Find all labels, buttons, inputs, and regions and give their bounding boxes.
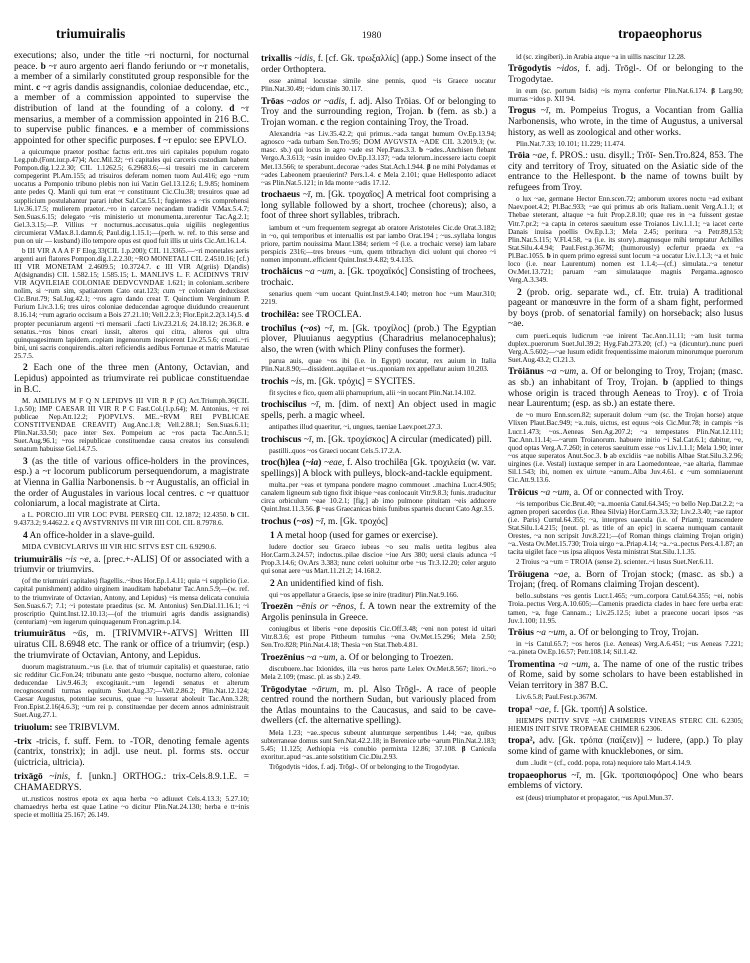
headword-entry: trochāicus ~a ~um, a. [Gk. τροχαϊκός] Consisting of trochees, trochaic. [261, 267, 496, 288]
citation-block: MIDA CVBICVLARIVS III VIR HIC SITVS EST CIL 6.9290.6. [22, 543, 217, 552]
citation-block: ut..rusticos nostros epota ex aqua herba ~o adiuuet Cels.4.13.3; 5.27.10; chamaedrys herba est quae Latine ~o dicitur Plin.Nat.24.130; herba e tt~inis specie et mollitia 25.167; 26.149. [14, 794, 249, 819]
citation-block: b III VIR A A A F F Elog.33(CIL 1.p.200); CIL 11.3365.—~ri monetales aeris argenti auri flatores Pompon.dig.1.2.2.30; ~RO MONETALI CIL 2.4510.16; [cf.) III VIR MONETAM 2.4609.5; 10.3724.7. c III VIR A(griis) D(andis) A(dsignandis) CIL 1.582.15; 1.585.15; L. MANLIVS L. F. ACIDINVS TRIV VIR AQVILEIAE COLONIAE DEDVCVNDAE 1.621; in coloniam..scribere nolim, si ~rum sim, spatiatorem Cato orat.123; cum ~r coloniam deduxisset Cic.Brut.79; Sal.Jug.42.1; ~ros agro dando creat T. Quinctium Vergininum P. Furium Liv.3.1.6; tres uiros coloniae deducendae agroque diuidundo creauerunt 8.16.14; ~rum agrario occisum a Bois 27.21.10; Vell.2.2.3; Flor.Epit.2.2(3.14).5. d propter pecuniarum argenti ~ri mensarii ..facti Liv.23.21.6; 24.18.12; 26.36.8. e senatus..~ros binos creari iussit, alteros qui citra, alteros qui ultra quinquagesimum lapidem..copiam ingenuorum inspicerent Liv.25.5.6; creati..~ri bini, uni sacris conquirendis..alteri reficiendis aedibus Fortunae et matris Matutae 25.7.5. [14, 246, 250, 360]
headword-entry: tropaeophorus ~ī, m. [Gk. τροπαιοφόρος] One who bears emblems of victory. [508, 770, 744, 792]
headword-entry: tropa¹ ~ae, f. [Gk. τροπή] A solstice. [508, 704, 648, 715]
headword-entry: Trogus ~ī, m. Pompeius Trogus, a Vocantian from Gallia Narbonensis, who wrote, in the time of Augustus, a universal history, as well as zoological and other works. [508, 106, 743, 138]
citation-block: in eum (sc. portum Isidis) ~is myrra confertur Plin.Nat.6.174. β Larg.90; murras ~idos p. XII 94. [508, 86, 743, 103]
citation-block: bello..substans ~es gentis Lucr.1.465; ~um..corpora Catul.64.355; ~ei, nobis Troia..pectus Verg.A.10.605;—Camenis praedicta clades in haec fere uerba erat: tamen, ~a, fuge Cannam..; Liv.25.12.5; iubet a praecone uocari ipsos ~as Juv.1.100; 11.95. [508, 592, 743, 625]
column-container [10, 51, 744, 819]
headword-entry: trixallis ~idis, f. [cf. Gk. τρωξαλλίς] (app.) Some insect of the order Orthoptera. [261, 54, 497, 75]
headword-entry: Trōas ~ados or ~adis, f. adj. Also Trōias. Of or belonging to Troy and the surrounding region, Trojan. b (fem. as sb.) a Trojan woman. c the region containing Troy, the Troad. [261, 96, 496, 128]
citation-block: pastilli..quos ~os Graeci uocant Cels.5.17.2.A. [269, 446, 402, 455]
citation-block: antipathes illud quaeritur, ~i, ungues, taeniae Laev.poet.27.3. [269, 423, 443, 432]
sense-block: 2 An unidentified kind of fish. [270, 578, 384, 589]
headword-entry: triumuirālis ~is ~e, a. [prec.+-ALIS] Of or associated with a triumvir or triumvirs. [14, 554, 249, 576]
citation-block: in ~is Catul.65.7; ~os heros (i.e. Aeneas) Verg.A.6.451; ~us Aeneas 7.221; ~a..pineta Ov.Ep.16.57; Petr.108.14; Sil.1.42. [508, 640, 743, 657]
headword-entry: troc(h)lea (~ia) ~eae, f. Also trochilēa [Gk. τροχιλεία (w. var. spellings)] A block with pulleys, block-and-tackle equipment. [261, 458, 497, 479]
headword-entry: Troezēnius ~a ~um, a. Of or belonging to Troezen. [261, 652, 454, 663]
citation-block: Trōgodytis ~idos, f. adj. Trōgl-. Of or belonging to the Trogodytae. [269, 762, 460, 771]
citation-block: iambum et ~um frequentem segregat ab oratore Aristoteles Cic.de Orat.3.182; in ~o, qui temporibus et interuallis est par iambo Orat.194 ; ~us..syllaba longus priore, partim nouissima Maur.1384; seriem ~ī (i.e. a trochaic verse) iam labare perspicis 2316;—tres breues ~um, quem tribrachyn dici uolunt qui choreo ~i nomen imponunt..efficient Quint.Inst.9.4.82; 9.4.135. [261, 223, 496, 264]
headword-entry: trochus (~os) ~ī, m. [Gk. τροχός] [261, 516, 388, 527]
citation-block: id (sc. zingiberi)..in Arabia atque ~a in uillis nascitur 12.28. [516, 52, 686, 61]
citation-block: senarius quem ~um uocant Quint.Inst.9.4.140; metron hoc ~um Maur.310; 2219. [261, 290, 496, 307]
citation-block: ludere doctior seu Graeco iubeas ~o seu malis uetita legibus alea Hor.Carm.3.24.57; indoctus..pilae discioe ~iue Ars 380; uersi clauis adunca ~ī Prop.3.14.6; Ov.Ars 3.383; nunc celeri uoluitur orbe ~us Tr.3.12.20; celer arguto qui sonat aere ~us Mart.11.21.2; 14.168.2. [261, 543, 496, 576]
citation-block: dum ..ludit ~ (cf., codd. popa, rota) nequiore talo Mart.4.14.9. [516, 759, 692, 768]
headword-entry: triumuirātus ~ūs, m. [TRIVMVIR+-ATVS] Written III uiratus CIL 8.6948 etc. The rank or office of a triumvir; (esp.) the triumvirate of Octavian, Antony, and Lepidus. [14, 629, 249, 661]
sense-block: 2 (prob. orig. separate wd., cf. Etr. truia) A traditional pageant or manœuvre in the form of a sham fight, performed by boys (prob. of senatorial family) on horseback; also lusus ~ae. [508, 287, 743, 330]
headword-entry: triuolum: see TRIBVLVM. [14, 722, 120, 733]
page-number: 1980 [361, 31, 382, 41]
running-head-right: tropaeophorus [618, 26, 702, 41]
sense-block: 4 An office-holder in a slave-guild. [23, 530, 155, 541]
citation-block: est (deus) triumphator et propagator, ~us Apul.Mun.37. [516, 793, 674, 802]
citation-block: qui ~os appellatur a Graecis, ipse se inire (traditur) Plin.Nat.9.166. [269, 590, 459, 599]
citation-block: (of the triumuiri capitales) flagellis..~ibus Hor.Ep.1.4.11; quia ~i supplicio (i.e. capital punishment) addito uirginem inauditam habebatur Tac.Ann.5.9;—(w. ref. to the triumvirate of Octavian, Antony, and Lepidus) ~is mensa delicata conuiuia Sen.Suas.6.7; 7.1; ~i potestate praeditus (sc. M. Antonius) Sen.Dial.11.16.1; ~i proscriptio Quint.Inst.12.10.13;—(of the triumuiri agris dandis assignandis) (centuriam) ~em iugerum quinquagenum Fron.agrim.p.14. [14, 577, 249, 626]
running-head-left: triumuiralis [56, 26, 126, 41]
running-head [10, 26, 740, 42]
citation-block: discubuere..hac Ixionides, illa ~us heros parte Lelex Ov.Met.8.567; litori..~o Mela 2.109; (masc. pl. as sb.) 2.49. [261, 665, 496, 682]
citation-block: Mela 1.23; ~ae..specus subeunt alunturque serpentibus 1.44; ~ae, quibus subterraneae domus sunt Sen.Nat.42.2.18; in Berenice urbe ~arum Plin.Nat.2.183; 5.45; 11.125; Aethiopia ~is conubio permixta 12.86; 37.108. β Canicula exoritur..apud ~as..ante solstitium Cic.Diu.2.93. [261, 728, 496, 761]
headword-entry: trixāgō ~inis, f. [unkn.] ORTHOG.: trix-Cels.8.9.1.E. = CHAMAEDRYS. [14, 771, 249, 793]
headword-entry: trochīlus (~os) ~ī, m. [Gk. τροχίλος] (prob.) The Egyptian plover, Pluuianus aegyptius (Charadrius melanocephalus); also, the wren (with which Pliny confuses the former). [261, 323, 497, 355]
headword-entry: -trix -tricis, f. suff. Fem. to -TOR, denoting female agents (cantrix, tonstrix); in adjl. use neut. pl. forms sts. occur (uictricia, ultricia). [14, 736, 249, 768]
citation-block: multa..per ~eas et tympana pondere magno commouet ..machina Lucr.4.905; canalem ligneum sub tigno fixit ibique ~eas conlocauit Vitr.9.8.3; funis..traducitur circa orbiculum ~eae 10.2.1; [fig.] ab imo pulmone pituitam ~eis adducere Quint.Inst.11.3.56. β ~eas Graecanicas binis funibus sparteis ducunt Cato Agr.3.5. [261, 481, 496, 514]
citation-block: coniugibus et liberis ~ene depositis Cic.Off.3.48; ~eni non potest id uitari Vitr.8.3.6; est prope Pittheum tumulus ~ena Ov.Met.15.296; Mela 2.50; Sen.Tro.828; Plin.Nat.4.18; Thesia ~en Stat.Theb.4.81. [261, 625, 496, 650]
headword-entry: trochilēa: see TROCLEA. [261, 309, 362, 320]
sense-block: 3 (as the title of various office-holders in the provinces, esp.) a ~r locorum publicorum persequendorum, a magistrate at Vienna in Gallia Narbonensis. b ~r Augustalis, an official in the order of Augustales in various local centres. c ~r quattuor coloniarum, a local magistrate at Cirta. [14, 456, 249, 510]
citation-block: de ~o muro Enn.scen.82; superauit dolum ~um (sc. the Trojan horse) atque Vlixen Plaut.Bac.949; ~a..tuis, uictus, est equus ~ois Cic.Mur.78; in campis ~is Lucr.1.473; ~os..Aeneas Sen.Ag.207.2; ~a tempestates Plin.Nat.12.111; Tac.Ann.11.14;—~arum Troianorum. habuere initio ~i Sal.Cat.6.1; dabitur, ~e, quod optas Verg.A.7.260; in ceteros saeuitum esse ~os Liv.1.1.1; Mela 1.90; inter ~os atque superatos Anut.Soc.3. b ab excidiis ~ae nobilis Albae Stat.Silu.3.2.96; uirgines (i.e. Vestal) iuxtaque semper in ara Laomedonteae, ~ae altaria, flammae Sil.1.543; ibi, nomen ex uirtute ~anum..Alba Juv.4.61. c ~um somniauerunt Cic.Att.9.13.6. [508, 411, 743, 485]
citation-block: fit sycites e fico, quem alii pharnuprium, alii ~in uocant Plin.Nat.14.102. [269, 388, 476, 397]
citation-block: parua auis, quae ~os ibi (i.e. in Egypt) uocatur, rex auium in Italia Plin.Nat.8.90;—dissident..aquilae et ~us..quoniam rex appellatur auium 10.203. [261, 357, 496, 374]
text-column-2 [261, 51, 496, 819]
sense-block: 2 Each one of the three men (Antony, Octavian, and Lepidus) appointed as triumvirate rei publicae constituendae in B.C. [14, 363, 249, 395]
headword-entry: trochaeus ~ī, m. [Gk. τροχαῖος] A metrical foot comprising a long syllable followed by a short, trochee (choreus); also, a foot of three short syllables, tribrach. [261, 190, 496, 222]
text-column-1 [14, 51, 249, 819]
text-column-3 [508, 51, 743, 819]
citation-block: Liv.6.5.8; Paul.Fest.p.367M. [516, 693, 598, 702]
headword-entry: Trōicus ~a ~um, a. Of or connected with Troy. [508, 487, 684, 498]
citation-block: 2 Troius ~a ~um = TROIA (sense 2). scienter..~i lusus Suet.Ner.6.11. [516, 558, 714, 567]
citation-block: a quicumque praetor posthac factus erit..tres uiri capitales populum rogato Leg.pub.(Font.iur.p.47)4; Acc.Mil.32; ~ri capitales qui carceris custodiam habent Pompon.dig.1.2.2.30; CIL 1.1262.5; 6.29683.6;—si tresuiri me in carcerem compegerint Pl.Am.155; ad trisuiros deferam nomen tuom Aul.416; ego ~rum uocatus a Pomponio tribuno plebis non iui Var.in Gel.13.12.6; L.9.85; hominem ante pedes Q. Manli qui tum erat ~r constituunt Cic.Clu.38; tresuiros quae ad supplicium postulabantur parari iubet Sal.Cat.55.1; fugientes a ~ris comprehensi Liv.36.17.5; mulierem praetor..~ro in carcere necandam tradidit V.Max.5.4.7; Sen.Suas.6.15; delegato ~ris ministerio ut monumenta..urerentur Tac.Ag.2.1; Gel.3.3.15;—P. Villius ~r nocturnus..accusatus..quia uigiliis neglegentius circumierat V.Max.8.1.damn.6; Paul.dig.1.15.1;—(perh. w. ref. to this sense and pun on uir — kusband) illo tempore opus est quod fuit illis ut uiris Cic.Att.16.1.4. [14, 147, 249, 245]
citation-block: Alexandria ~as Liv.35.42.2; qui primus..~ada tangat humum Ov.Ep.13.94; agnosco ~ada turbam Sen.Tro.95; DOM AVGVSTA ~ADE CIL 3.2019.3; (w. masc. sb.) qui locus in agro ~ade est Nep.Paus.3.3. b ~ades..Anchisen flebant Vergo.A.3.613; ~asin inuideo Ov.Ep.13.137; ~ada telorum..incessere iactu coepit Met.13.566; te sperabunt..decorae ~ades Stat.Ach.1.944. β ne mihi Polydamas et ~ades Labeonem praeuierint? Pers.1.4. c Mela 2.101; quae Hellesponto adiacet ~as Plin.Nat.5.121; in Ida monte ~adis 17.12. [261, 130, 497, 187]
definition-block: executions; also, under the title ~ri nocturni, for nocturnal peace. b ~r auro argento aeri flando feriundo or ~r monetalis, a member of a similarly constituted group responsible for the mint. c ~r agris dandis assignandis, coloniae deducendae, etc., a member of a commission appointed to supervise the distribution of land at the founding of a colony. d ~r mensarius, a member of a commission appointed in 216 B.C. to supervise public finances. e a member of commissions appointed for other specific purposes. f ~r epulo: see EPVLO. [14, 51, 249, 146]
citation-block: duorum magistratuum..~us (i.e. that of triumuir capitalis) et quaesturae, ratio sic redditur Cic.Fon.24; tribunatu ante gesto ~busque, nocturno altero, coloniae deducendae Liv.9.46.3; excogitauit..~um legendi senatus et alterum recognoscendi turmas equitum Suet.Aug.37;—Vell.2.86.2; Plin.Nat.12.124; Caesar Augustus, potentiae securus, quae ~u lusserat aboleuit Tac.Ann.3.28; Fron.Epist.2.16(4.6.3); ~um rei p. constituendae per decem annos administrauit Suet.Aug.27.1. [14, 662, 249, 720]
citation-block: HIEMPS INITIV SIVE ~AE CHIMERIS VINEAS STERC CIL 6.2305; HIEMIS INIT SIVE TROPAEAE CHIMER 6.2306. [508, 716, 744, 733]
headword-entry: Troezēn ~ēnis or ~ēnos, f. A town near the extremity of the Argolis peninsula in Greece. [261, 602, 497, 624]
sense-block: 1 A metal hoop (used for games or exercise). [270, 530, 438, 541]
citation-block: Plin.Nat.7.33; 10.101; 11.229; 11.474. [516, 139, 626, 148]
citation-block: M. AIMILIVS M F Q N LEPIDVS III VIR R P (C) Act.Triumph.36(CIL 1.p.50); IMP CAESAR III VIR R P C Fast.Col.(1.p.64); M. Antonius, ~r rei publicae Nep.Att.12.2; P)OPVLVS. ME..~RVM REI PVBLICAE CONSTITVENDAE CREAVIT) Aug.Anc.1.8; Vell.2.88.1; Sen.Suas.6.11; Plin.Nat.33.50; pace inter Sex. Pompeium ac ~ros pacta Tac.Ann.5.1; Suet.Aug.96.1; ~ros reipublicae constituendae causa creatos ius consulendi senatum habuisse Gel.14.7.5. [14, 396, 250, 454]
headword-entry: Trōiānus ~a ~um, a. Of or belonging to Troy, Trojan; (masc. as sb.) an inhabitant of Troy, Trojan. b (applied to things whose origin is traced through Aeneas to Troy). c of Troia near Laurentum; (esp. as sb.) an estate there. [508, 367, 743, 410]
citation-block: esse animal locustae simile sine pennis, quod ~is Graece uocatur Plin.Nat.30.49; ~idum cinis 30.117. [261, 77, 496, 94]
headword-entry: tropa², adv. [Gk. τρόπα (παίζειν)] ~ ludere, (app.) To play some kind of game with knucklebones, or sim. [508, 736, 743, 758]
headword-entry: Trōiugena ~ae, a. Born of Trojan stock; (masc. as sb.) a Trojan; (freq. of Romans claiming Trojan descent). [508, 569, 743, 591]
headword-entry: Tromentina ~a ~um, a. The name of one of the rustic tribes of Rome, said by some scholars to have been established in Veian territory in 387 B.C. [508, 659, 744, 692]
citation-block: ~is temporibus Cic.Brut.40; ~a..moenia Catul.64.345; ~o bello Nep.Dat.2.2; ~a agmen properi sacerdos (i.e. Rhea Silvia) Hor.Carm.3.3.32; Liv.2.3.40; ~ae raptor (i.e. Paris) Curtul.64.355; ~a, interpres uaecula (i.e. of Priam); transcendere Stat.Silu.1.4.215; [neut. pl. as title of an epic] in scaena numquam cantauit Orestes, ~a non scripsit Juv.8.221;—(of Roman things claiming Trojan origin) ~a..Vesta Ov.Met.15.730; Troia uirgo ~a..Priap.4.14; ~a..~a..pectus Pers.4.1.87; an tacita uigilet face ~us ipsa aliquos Vesta ministrat Stat.Silu.1.1.35. [508, 499, 743, 557]
headword-entry: trochis ~is, m. [Gk. τρόχις] = SYCITES. [261, 376, 416, 387]
headword-entry: trochiscilus ~ī, m. [dim. of next] An object used in magic spells, perh. a magic wheel. [261, 400, 496, 421]
citation-block: o lux ~ae, germane Hector Enn.scen.72; amborum uxores noctu ~ad exibant Naev.poet.4.2; Pl.Bac.933; ~ae qui primus ab oris Italiam..uenit Verg.A.1.1; et Thebae steterant, altaque ~a fuit Prop.2.8.10; quae res in ~a fuissent gestae Vitr.7.pr.2; ~a capta in ceteros saeuitum esse Troianos Liv.1.1.1; ~a iacet certe Danais inuisa poellis Ov.Ep.1.3; Mela 2.45; peritura ~a Petr.89,l.53; Plin.Nat.5.115; V.Fl.4.58, ~a (i.e. its story)..magnusque mihi temptatur Achilles Stat.Silu.4.4.94; Paul.Fest.p.367M; (humorously) ecfertur praeda ex ~a Pl.Bac.1055. b in quem primo egressi sunt locum ~a uocatur Liv.1.1.3; ~a et huic loco (i.e. near Laurentum) nomen est 1.1.4;—(cf.) simulata..~a tenetur Ov.Met.13.721; paruam ~am simulataque magnis Pergama..agnosco Verg.A.3.349. [508, 195, 743, 285]
headword-entry: Trōgodytae ~ārum, m. pl. Also Trōgl-. A race of people centred round the northern Sudan, but variously placed from the Atlas mountains to the Caucasus, and said to be cave-dwellers (cf. the alternative spelling). [261, 684, 497, 727]
headword-entry: Trōia ~ae, f. PROS.: usu. disyll.; Trŏī- Sen.Tro.824, 853. The city and territory of Troy, situated on the Asiatic side of the entrance to the Hellespont. b the name of towns built by refugees from Troy. [508, 151, 744, 194]
citation-block: a L. PORCIO..III VIR LOC PVBL PERSEQ CIL 12.1872; 12.4350. b CIL 9.4373.2; 9.4462.2. c Q AVSTVRNIVS III VIR IIII COL CIL 8.7978.6. [14, 511, 249, 528]
headword-entry: trochiscus ~ī, m. [Gk. τροχίσκος] A circular (medicated) pill. [261, 434, 492, 445]
headword-entry: Trōgodytis ~idos, f. adj. Trōgl-. Of or belonging to the Trogodytae. [508, 64, 744, 85]
citation-block: cum pueri..equis ludicrum ~ae inirent Tac.Ann.11.11; ~am lusit turma duplex..puerorum Suet.Jul.39.2; Hyg.Fab.273.20; (cf.) ~a (dicuntur)..nunc pueri Verg.A.5.602;—~ae lusum edidit frequentissime maiorum minorumque puerorum Suet.Aug.43.2; Cl.21.3. [508, 331, 743, 364]
headword-entry: Trōius ~a ~um, a. Of or belonging to Troy, Trojan. [508, 628, 699, 639]
